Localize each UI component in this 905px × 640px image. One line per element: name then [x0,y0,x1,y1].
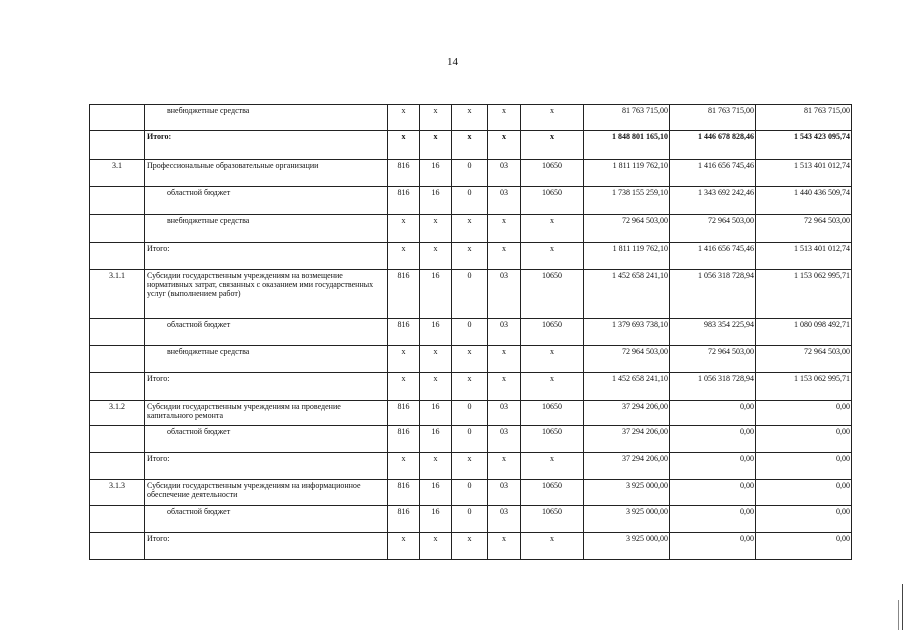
row-code-cell [90,105,145,131]
classification-code-cell: 0 [452,187,488,215]
table-row [90,215,852,243]
amount-cell-year-3: 1 543 423 095,74 [756,131,852,160]
classification-code-cell: x [488,131,521,160]
table-row [90,243,852,270]
classification-code-cell: 0 [452,270,488,319]
amount-cell-year-2: 1 416 656 745,46 [670,160,756,187]
amount-cell-year-3: 1 080 098 492,71 [756,319,852,346]
classification-code-cell: x [488,215,521,243]
amount-cell-year-1: 37 294 206,00 [584,401,670,426]
amount-cell-year-2: 1 446 678 828,46 [670,131,756,160]
budget-table-wrapper [89,104,851,560]
row-code-cell: 3.1.2 [90,401,145,426]
classification-code-cell: 16 [420,506,452,533]
row-code-cell [90,373,145,401]
amount-cell-year-1: 37 294 206,00 [584,426,670,453]
amount-cell-year-2: 0,00 [670,401,756,426]
classification-code-cell: x [452,243,488,270]
amount-cell-year-1: 37 294 206,00 [584,453,670,480]
classification-code-cell: 03 [488,480,521,506]
classification-code-cell: 03 [488,506,521,533]
amount-cell-year-3: 0,00 [756,533,852,560]
row-name-cell: областной бюджет [145,319,388,346]
budget-table-body [90,105,852,560]
classification-code-cell: 10650 [521,187,584,215]
row-code-cell [90,506,145,533]
amount-cell-year-2: 0,00 [670,453,756,480]
amount-cell-year-1: 1 452 658 241,10 [584,270,670,319]
row-code-cell [90,131,145,160]
amount-cell-year-2: 1 056 318 728,94 [670,373,756,401]
classification-code-cell: x [452,453,488,480]
scan-edge-mark-secondary [898,600,899,630]
classification-code-cell: 10650 [521,480,584,506]
classification-code-cell: 816 [388,319,420,346]
amount-cell-year-2: 0,00 [670,533,756,560]
amount-cell-year-1: 1 738 155 259,10 [584,187,670,215]
classification-code-cell: x [452,373,488,401]
classification-code-cell: x [388,533,420,560]
classification-code-cell: 16 [420,160,452,187]
classification-code-cell: x [488,105,521,131]
row-name-cell: областной бюджет [145,187,388,215]
classification-code-cell: x [488,533,521,560]
amount-cell-year-1: 3 925 000,00 [584,480,670,506]
amount-cell-year-1: 3 925 000,00 [584,533,670,560]
table-row [90,373,852,401]
classification-code-cell: 0 [452,160,488,187]
page-number: 14 [447,56,458,68]
row-code-cell [90,426,145,453]
amount-cell-year-2: 0,00 [670,426,756,453]
classification-code-cell: 816 [388,160,420,187]
classification-code-cell: x [521,533,584,560]
amount-cell-year-1: 1 811 119 762,10 [584,243,670,270]
classification-code-cell: 16 [420,480,452,506]
table-row [90,506,852,533]
classification-code-cell: 0 [452,401,488,426]
row-name-cell: внебюджетные средства [145,105,388,131]
classification-code-cell: x [388,346,420,373]
amount-cell-year-3: 1 153 062 995,71 [756,270,852,319]
classification-code-cell: x [388,453,420,480]
classification-code-cell: x [488,346,521,373]
classification-code-cell: 10650 [521,319,584,346]
classification-code-cell: x [452,215,488,243]
row-name-cell: Субсидии государственным учреждениям на проведение капитального ремонта [145,401,388,426]
amount-cell-year-1: 81 763 715,00 [584,105,670,131]
classification-code-cell: x [521,105,584,131]
row-name-cell: областной бюджет [145,426,388,453]
amount-cell-year-1: 72 964 503,00 [584,346,670,373]
row-code-cell [90,533,145,560]
row-code-cell [90,187,145,215]
classification-code-cell: x [388,373,420,401]
classification-code-cell: x [420,373,452,401]
amount-cell-year-3: 1 513 401 012,74 [756,243,852,270]
amount-cell-year-1: 72 964 503,00 [584,215,670,243]
classification-code-cell: 03 [488,426,521,453]
classification-code-cell: 0 [452,319,488,346]
amount-cell-year-1: 3 925 000,00 [584,506,670,533]
classification-code-cell: 16 [420,401,452,426]
classification-code-cell: x [420,533,452,560]
amount-cell-year-3: 1 513 401 012,74 [756,160,852,187]
amount-cell-year-3: 1 440 436 509,74 [756,187,852,215]
classification-code-cell: 0 [452,480,488,506]
classification-code-cell: x [452,346,488,373]
row-code-cell [90,346,145,373]
amount-cell-year-3: 0,00 [756,453,852,480]
amount-cell-year-3: 0,00 [756,401,852,426]
table-row [90,346,852,373]
row-name-cell: Итого: [145,453,388,480]
row-code-cell: 3.1.1 [90,270,145,319]
amount-cell-year-3: 0,00 [756,506,852,533]
amount-cell-year-3: 81 763 715,00 [756,105,852,131]
row-code-cell [90,215,145,243]
row-code-cell [90,319,145,346]
classification-code-cell: x [521,215,584,243]
amount-cell-year-2: 0,00 [670,480,756,506]
classification-code-cell: x [388,131,420,160]
classification-code-cell: 16 [420,319,452,346]
row-name-cell: Субсидии государственным учреждениям на информационное обеспечение деятельности [145,480,388,506]
classification-code-cell: 10650 [521,270,584,319]
amount-cell-year-1: 1 379 693 738,10 [584,319,670,346]
classification-code-cell: x [388,215,420,243]
amount-cell-year-1: 1 848 801 165,10 [584,131,670,160]
classification-code-cell: x [452,105,488,131]
row-name-cell: Итого: [145,243,388,270]
classification-code-cell: 03 [488,319,521,346]
classification-code-cell: 0 [452,426,488,453]
classification-code-cell: x [521,131,584,160]
table-row [90,270,852,319]
classification-code-cell: x [420,453,452,480]
table-row [90,401,852,426]
classification-code-cell: x [388,105,420,131]
classification-code-cell: x [420,215,452,243]
classification-code-cell: x [521,346,584,373]
row-name-cell: внебюджетные средства [145,346,388,373]
amount-cell-year-2: 1 056 318 728,94 [670,270,756,319]
classification-code-cell: 816 [388,187,420,215]
classification-code-cell: x [420,131,452,160]
row-code-cell: 3.1 [90,160,145,187]
table-row [90,533,852,560]
classification-code-cell: 10650 [521,401,584,426]
row-name-cell: Итого: [145,373,388,401]
classification-code-cell: 816 [388,506,420,533]
row-name-cell: Профессиональные образовательные организации [145,160,388,187]
classification-code-cell: 0 [452,506,488,533]
classification-code-cell: 10650 [521,506,584,533]
classification-code-cell: x [521,373,584,401]
row-code-cell [90,453,145,480]
amount-cell-year-3: 0,00 [756,480,852,506]
scan-edge-mark [902,584,903,630]
amount-cell-year-3: 72 964 503,00 [756,215,852,243]
row-code-cell [90,243,145,270]
classification-code-cell: x [452,533,488,560]
amount-cell-year-2: 983 354 225,94 [670,319,756,346]
classification-code-cell: 10650 [521,160,584,187]
amount-cell-year-3: 1 153 062 995,71 [756,373,852,401]
amount-cell-year-2: 72 964 503,00 [670,346,756,373]
classification-code-cell: 16 [420,187,452,215]
amount-cell-year-2: 72 964 503,00 [670,215,756,243]
classification-code-cell: 16 [420,270,452,319]
amount-cell-year-1: 1 811 119 762,10 [584,160,670,187]
table-row [90,187,852,215]
row-name-cell: внебюджетные средства [145,215,388,243]
amount-cell-year-1: 1 452 658 241,10 [584,373,670,401]
budget-table [89,104,852,560]
classification-code-cell: x [420,243,452,270]
classification-code-cell: x [488,453,521,480]
amount-cell-year-3: 0,00 [756,426,852,453]
row-name-cell: Субсидии государственным учреждениям на возмещение нормативных затрат, связанных с оказанием ими государственных услуг (выполнением работ) [145,270,388,319]
classification-code-cell: 03 [488,160,521,187]
table-row [90,426,852,453]
classification-code-cell: 816 [388,426,420,453]
classification-code-cell: x [488,373,521,401]
table-row [90,480,852,506]
row-code-cell: 3.1.3 [90,480,145,506]
row-name-cell: Итого: [145,533,388,560]
amount-cell-year-2: 81 763 715,00 [670,105,756,131]
classification-code-cell: x [488,243,521,270]
row-name-cell: Итого: [145,131,388,160]
classification-code-cell: x [521,243,584,270]
classification-code-cell: 816 [388,480,420,506]
classification-code-cell: 03 [488,270,521,319]
classification-code-cell: 816 [388,401,420,426]
classification-code-cell: x [521,453,584,480]
classification-code-cell: 03 [488,187,521,215]
amount-cell-year-2: 1 416 656 745,46 [670,243,756,270]
table-row [90,453,852,480]
amount-cell-year-2: 0,00 [670,506,756,533]
table-row [90,105,852,131]
amount-cell-year-2: 1 343 692 242,46 [670,187,756,215]
classification-code-cell: 03 [488,401,521,426]
classification-code-cell: 16 [420,426,452,453]
classification-code-cell: x [420,346,452,373]
table-row [90,319,852,346]
classification-code-cell: x [452,131,488,160]
table-row [90,160,852,187]
classification-code-cell: x [388,243,420,270]
row-name-cell: областной бюджет [145,506,388,533]
amount-cell-year-3: 72 964 503,00 [756,346,852,373]
classification-code-cell: x [420,105,452,131]
classification-code-cell: 10650 [521,426,584,453]
table-row [90,131,852,160]
classification-code-cell: 816 [388,270,420,319]
